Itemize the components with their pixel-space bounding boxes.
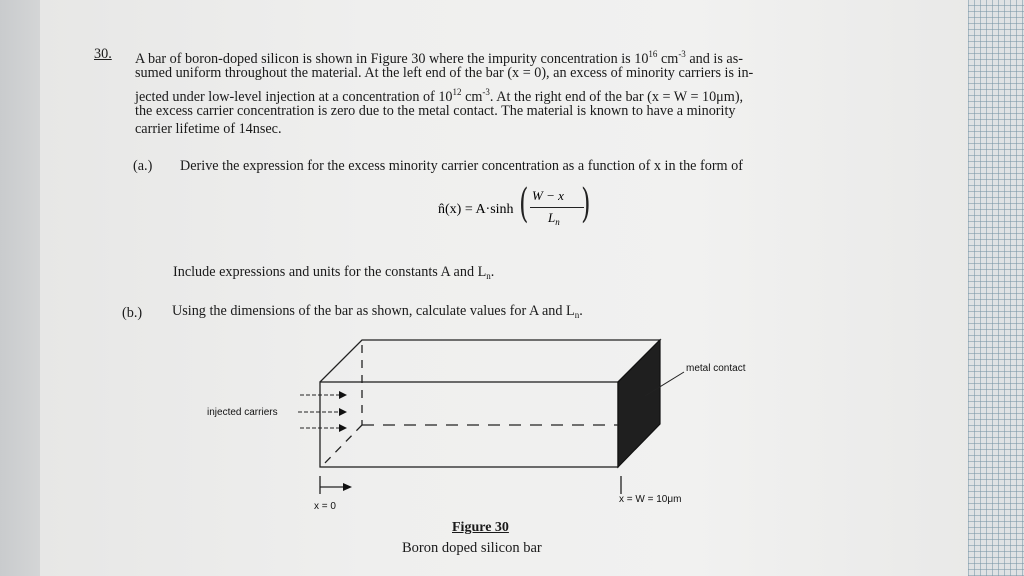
part-b-text: Using the dimensions of the bar as shown, calculate values for A and $L_n$. [172, 303, 583, 320]
hidden-edge-diagonal [322, 425, 362, 466]
figure-title: Figure 30 [452, 520, 509, 535]
question-line-4: the excess carrier concentration is zero due to the metal contact. The material is known to have a minority [135, 103, 736, 119]
injected-carriers-label: injected carriers [207, 407, 278, 418]
formula-lhs: n̂(x) = A·sinh [438, 202, 514, 217]
xw-label: x = W = 10μm [619, 494, 682, 505]
question-line-5: carrier lifetime of 14nsec. [135, 121, 282, 137]
metal-contact-label: metal contact [686, 363, 746, 374]
formula-numerator: W − x [532, 188, 564, 203]
bar-top-face [320, 340, 660, 382]
figure-caption: Boron doped silicon bar [402, 540, 542, 556]
x0-label: x = 0 [314, 501, 336, 512]
question-number: 30. [94, 46, 112, 62]
part-a-include-text: Include expressions and units for the constants A and $L_n$. [173, 264, 495, 281]
part-b-label: (b.) [122, 305, 143, 321]
metal-contact-face [618, 340, 660, 467]
part-a-text: Derive the expression for the excess minority carrier concentration as a function of x in the form of [180, 158, 743, 174]
injected-carrier-arrows [298, 395, 340, 428]
question-line-1: A bar of boron-doped silicon is shown in Figure 30 where the impurity concentration is $10^{16}$ $cm^{-3}$ and is as- [135, 49, 743, 67]
question-line-2: sumed uniform throughout the material. At the left end of the bar (x = 0), an excess of minority carriers is in- [135, 65, 754, 81]
formula-left-paren: ( [519, 181, 529, 227]
formula-right-paren: ) [581, 181, 591, 227]
formula-denominator: $L_n$ [548, 210, 560, 227]
question-line-3: jected under low-level injection at a concentration of $10^{12}$ $cm^{-3}$. At the right end of the bar (x = W = 10μm), [135, 87, 744, 105]
x0-arrow-head [343, 483, 352, 491]
part-a-label: (a.) [133, 158, 153, 174]
arrow-heads [339, 391, 347, 432]
